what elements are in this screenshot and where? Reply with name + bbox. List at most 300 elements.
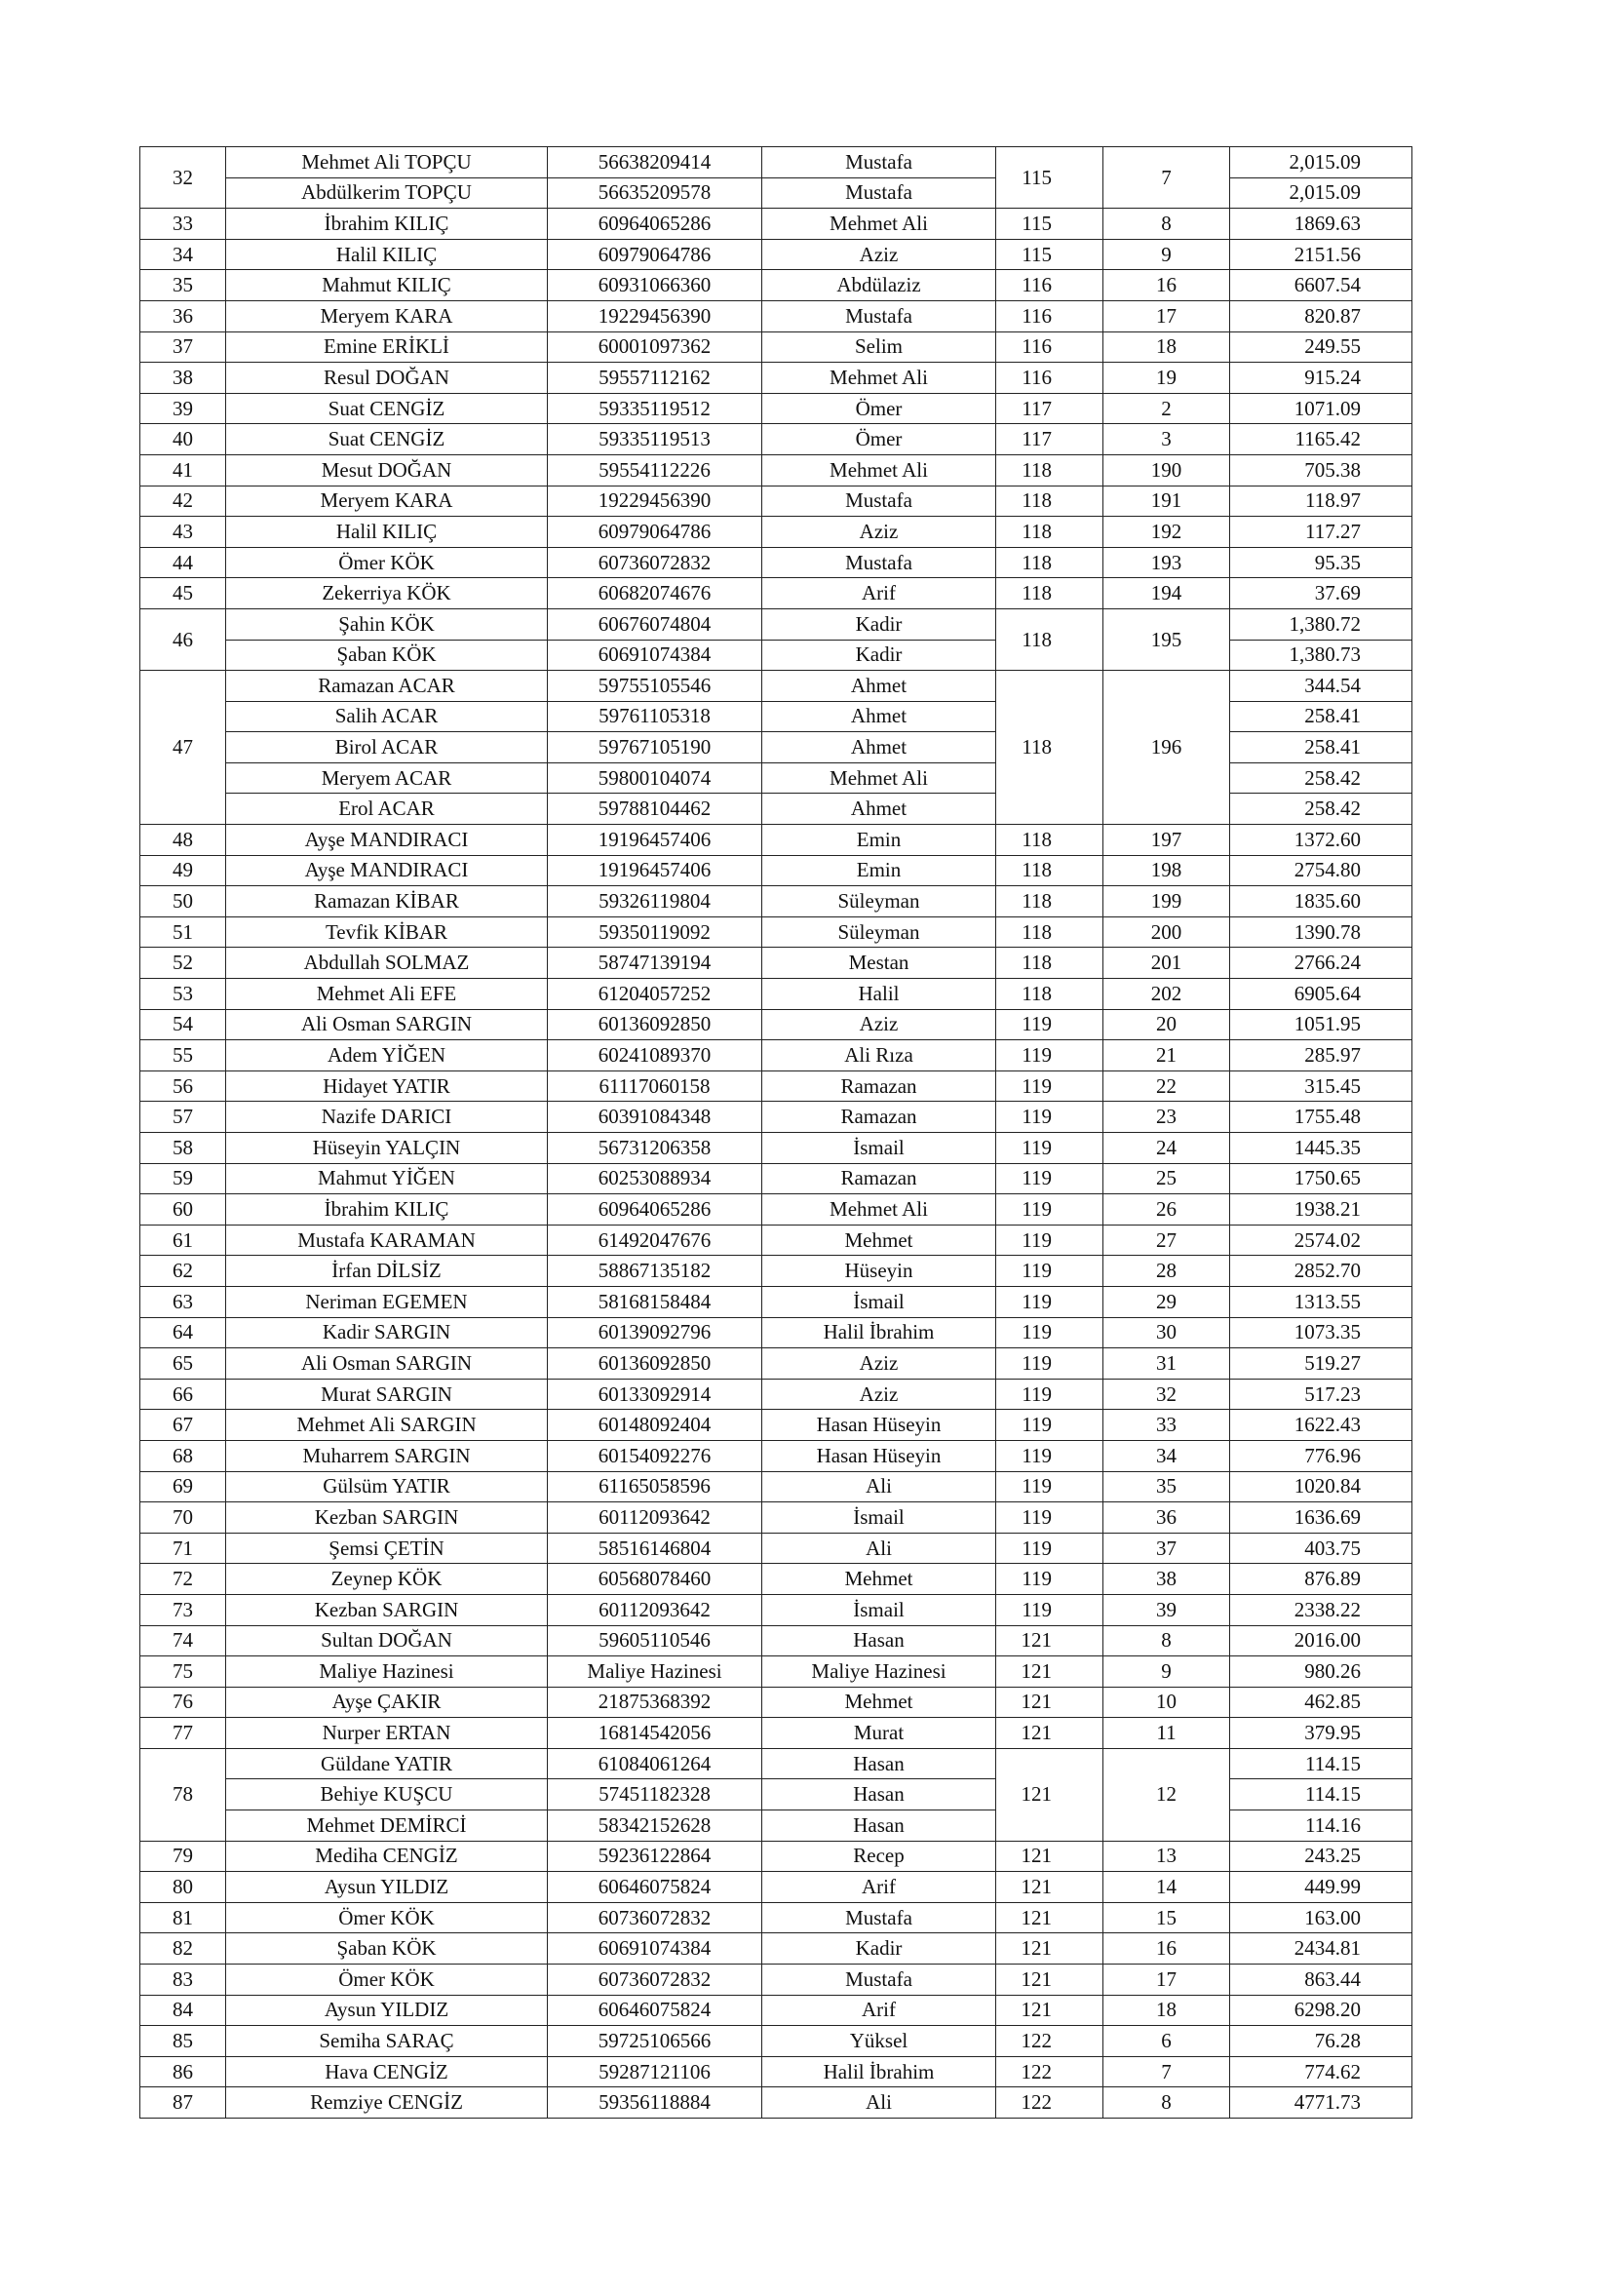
ada-number: 119 [996, 1286, 1103, 1317]
table-row [140, 1594, 1412, 1625]
ownership-table [139, 146, 1412, 2119]
row-number: 69 [140, 1471, 226, 1502]
father-name: Ramazan [762, 1102, 996, 1133]
parsel-number: 17 [1103, 1965, 1230, 1996]
ada-number: 119 [996, 1471, 1103, 1502]
ada-number: 119 [996, 1009, 1103, 1040]
owner-id: 60112093642 [548, 1502, 762, 1534]
ada-number: 119 [996, 1225, 1103, 1256]
owner-name: Ramazan ACAR [226, 671, 548, 702]
father-name: Yüksel [762, 2026, 996, 2057]
father-name: Hasan [762, 1779, 996, 1810]
amount-value: 1,380.72 [1230, 608, 1412, 640]
owner-name: Şaban KÖK [226, 640, 548, 671]
parsel-number: 200 [1103, 916, 1230, 948]
father-name: Mehmet Ali [762, 762, 996, 794]
ada-number: 121 [996, 1656, 1103, 1688]
parsel-number: 34 [1103, 1440, 1230, 1471]
owner-id: 19196457406 [548, 855, 762, 886]
owner-id: 59755105546 [548, 671, 762, 702]
parsel-number: 8 [1103, 209, 1230, 240]
amount-value: 2,015.09 [1230, 147, 1412, 178]
table-row [140, 454, 1412, 486]
row-number: 85 [140, 2026, 226, 2057]
table-row [140, 517, 1412, 548]
ada-number: 121 [996, 1625, 1103, 1656]
amount-value: 285.97 [1230, 1040, 1412, 1071]
parsel-number: 19 [1103, 363, 1230, 394]
table-row [140, 2087, 1412, 2119]
owner-id: 60136092850 [548, 1009, 762, 1040]
owner-name: Mesut DOĞAN [226, 454, 548, 486]
owner-name: Remziye CENGİZ [226, 2087, 548, 2119]
table-row [140, 979, 1412, 1010]
table-row [140, 916, 1412, 948]
owner-name: Şemsi ÇETİN [226, 1533, 548, 1564]
row-number: 38 [140, 363, 226, 394]
ada-number: 117 [996, 393, 1103, 424]
father-name: Mustafa [762, 1902, 996, 1933]
amount-value: 114.16 [1230, 1810, 1412, 1842]
table-row [140, 1256, 1412, 1287]
ada-number: 119 [996, 1533, 1103, 1564]
row-number: 63 [140, 1286, 226, 1317]
amount-value: 403.75 [1230, 1533, 1412, 1564]
father-name: Mustafa [762, 547, 996, 578]
owner-name: Kezban SARGIN [226, 1502, 548, 1534]
parsel-number: 198 [1103, 855, 1230, 886]
parsel-number: 24 [1103, 1133, 1230, 1164]
owner-id: 61165058596 [548, 1471, 762, 1502]
row-number: 54 [140, 1009, 226, 1040]
table-row [140, 1502, 1412, 1534]
owner-id: 60568078460 [548, 1564, 762, 1595]
parsel-number: 27 [1103, 1225, 1230, 1256]
table-row [140, 1225, 1412, 1256]
amount-value: 1313.55 [1230, 1286, 1412, 1317]
father-name: Mustafa [762, 147, 996, 178]
owner-id: 60691074384 [548, 640, 762, 671]
table-row [140, 1933, 1412, 1965]
father-name: Ahmet [762, 701, 996, 732]
owner-id: 19196457406 [548, 825, 762, 856]
father-name: Mehmet [762, 1225, 996, 1256]
owner-id: 60979064786 [548, 517, 762, 548]
owner-id: 21875368392 [548, 1687, 762, 1718]
table-row [140, 825, 1412, 856]
row-number: 77 [140, 1718, 226, 1749]
owner-id: 60676074804 [548, 608, 762, 640]
amount-value: 2,015.09 [1230, 177, 1412, 209]
amount-value: 449.99 [1230, 1872, 1412, 1903]
owner-name: Aysun YILDIZ [226, 1872, 548, 1903]
owner-name: Gülsüm YATIR [226, 1471, 548, 1502]
ada-number: 119 [996, 1163, 1103, 1194]
table-row [140, 1718, 1412, 1749]
owner-id: 59761105318 [548, 701, 762, 732]
parsel-number: 16 [1103, 1933, 1230, 1965]
row-number: 36 [140, 300, 226, 331]
owner-name: Erol ACAR [226, 794, 548, 825]
owner-name: Ayşe ÇAKIR [226, 1687, 548, 1718]
table-row [140, 948, 1412, 979]
owner-name: Nurper ERTAN [226, 1718, 548, 1749]
ada-number: 119 [996, 1440, 1103, 1471]
ada-number: 116 [996, 270, 1103, 301]
amount-value: 776.96 [1230, 1440, 1412, 1471]
father-name: Aziz [762, 1379, 996, 1410]
owner-name: Mustafa KARAMAN [226, 1225, 548, 1256]
owner-name: Suat CENGİZ [226, 424, 548, 455]
father-name: Mehmet [762, 1564, 996, 1595]
amount-value: 1869.63 [1230, 209, 1412, 240]
owner-id: 59605110546 [548, 1625, 762, 1656]
ada-number: 121 [996, 1995, 1103, 2026]
ada-number: 118 [996, 578, 1103, 609]
ada-number: 115 [996, 239, 1103, 270]
table-row [140, 1009, 1412, 1040]
father-name: Ali [762, 2087, 996, 2119]
amount-value: 1372.60 [1230, 825, 1412, 856]
parsel-number: 8 [1103, 1625, 1230, 1656]
row-number: 76 [140, 1687, 226, 1718]
father-name: Arif [762, 578, 996, 609]
parsel-number: 193 [1103, 547, 1230, 578]
owner-id: 57451182328 [548, 1779, 762, 1810]
amount-value: 1020.84 [1230, 1471, 1412, 1502]
table-row [140, 1564, 1412, 1595]
amount-value: 1622.43 [1230, 1410, 1412, 1441]
amount-value: 876.89 [1230, 1564, 1412, 1595]
owner-name: Zekerriya KÖK [226, 578, 548, 609]
amount-value: 1835.60 [1230, 886, 1412, 917]
owner-name: Abdülkerim TOPÇU [226, 177, 548, 209]
amount-value: 2852.70 [1230, 1256, 1412, 1287]
owner-id: 59326119804 [548, 886, 762, 917]
parsel-number: 39 [1103, 1594, 1230, 1625]
amount-value: 863.44 [1230, 1965, 1412, 1996]
owner-name: Maliye Hazinesi [226, 1656, 548, 1688]
amount-value: 258.42 [1230, 794, 1412, 825]
row-number: 82 [140, 1933, 226, 1965]
father-name: İsmail [762, 1133, 996, 1164]
owner-id: 59800104074 [548, 762, 762, 794]
owner-id: 59554112226 [548, 454, 762, 486]
table-row [140, 209, 1412, 240]
owner-id: 60736072832 [548, 1965, 762, 1996]
amount-value: 6298.20 [1230, 1995, 1412, 2026]
ada-number: 121 [996, 1748, 1103, 1841]
table-row [140, 331, 1412, 363]
row-number: 80 [140, 1872, 226, 1903]
owner-id: 60736072832 [548, 547, 762, 578]
row-number: 52 [140, 948, 226, 979]
row-number: 62 [140, 1256, 226, 1287]
owner-name: Meryem KARA [226, 486, 548, 517]
father-name: Arif [762, 1872, 996, 1903]
ada-number: 119 [996, 1317, 1103, 1348]
father-name: Aziz [762, 239, 996, 270]
table-row [140, 1625, 1412, 1656]
parsel-number: 191 [1103, 486, 1230, 517]
owner-name: Ayşe MANDIRACI [226, 825, 548, 856]
row-number: 32 [140, 147, 226, 209]
owner-name: İbrahim KILIÇ [226, 1194, 548, 1226]
owner-id: 58747139194 [548, 948, 762, 979]
amount-value: 1071.09 [1230, 393, 1412, 424]
owner-id: 61492047676 [548, 1225, 762, 1256]
amount-value: 117.27 [1230, 517, 1412, 548]
owner-id: 60646075824 [548, 1872, 762, 1903]
row-number: 78 [140, 1748, 226, 1841]
owner-id: 59788104462 [548, 794, 762, 825]
table-row [140, 1102, 1412, 1133]
row-number: 37 [140, 331, 226, 363]
ada-number: 119 [996, 1133, 1103, 1164]
owner-name: Kezban SARGIN [226, 1594, 548, 1625]
father-name: İsmail [762, 1502, 996, 1534]
father-name: Kadir [762, 608, 996, 640]
amount-value: 517.23 [1230, 1379, 1412, 1410]
parsel-number: 3 [1103, 424, 1230, 455]
table-row [140, 1070, 1412, 1102]
father-name: İsmail [762, 1286, 996, 1317]
row-number: 45 [140, 578, 226, 609]
table-row [140, 1040, 1412, 1071]
parsel-number: 196 [1103, 671, 1230, 825]
owner-id: 19229456390 [548, 486, 762, 517]
owner-id: 60241089370 [548, 1040, 762, 1071]
owner-id: 59335119513 [548, 424, 762, 455]
table-row [140, 239, 1412, 270]
ada-number: 122 [996, 2056, 1103, 2087]
ada-number: 121 [996, 1933, 1103, 1965]
row-number: 58 [140, 1133, 226, 1164]
table-row [140, 1410, 1412, 1441]
row-number: 67 [140, 1410, 226, 1441]
row-number: 84 [140, 1995, 226, 2026]
amount-value: 1073.35 [1230, 1317, 1412, 1348]
amount-value: 2434.81 [1230, 1933, 1412, 1965]
amount-value: 2766.24 [1230, 948, 1412, 979]
parsel-number: 30 [1103, 1317, 1230, 1348]
father-name: Mehmet Ali [762, 363, 996, 394]
table-row [140, 855, 1412, 886]
ada-number: 115 [996, 209, 1103, 240]
owner-name: Halil KILIÇ [226, 517, 548, 548]
owner-id: 60001097362 [548, 331, 762, 363]
father-name: Halil İbrahim [762, 1317, 996, 1348]
amount-value: 243.25 [1230, 1841, 1412, 1872]
row-number: 57 [140, 1102, 226, 1133]
parsel-number: 199 [1103, 886, 1230, 917]
owner-name: Neriman EGEMEN [226, 1286, 548, 1317]
owner-id: 61117060158 [548, 1070, 762, 1102]
father-name: Aziz [762, 517, 996, 548]
amount-value: 1390.78 [1230, 916, 1412, 948]
ada-number: 117 [996, 424, 1103, 455]
parsel-number: 20 [1103, 1009, 1230, 1040]
father-name: Ahmet [762, 794, 996, 825]
parsel-number: 197 [1103, 825, 1230, 856]
owner-name: Meryem KARA [226, 300, 548, 331]
table-row [140, 1841, 1412, 1872]
owner-name: Nazife DARICI [226, 1102, 548, 1133]
amount-value: 1755.48 [1230, 1102, 1412, 1133]
ada-number: 118 [996, 825, 1103, 856]
owner-name: Aysun YILDIZ [226, 1995, 548, 2026]
father-name: Halil [762, 979, 996, 1010]
owner-name: Salih ACAR [226, 701, 548, 732]
amount-value: 258.41 [1230, 701, 1412, 732]
owner-name: Adem YİĞEN [226, 1040, 548, 1071]
owner-id: 60391084348 [548, 1102, 762, 1133]
parsel-number: 36 [1103, 1502, 1230, 1534]
parsel-number: 7 [1103, 2056, 1230, 2087]
owner-name: Mahmut YİĞEN [226, 1163, 548, 1194]
parsel-number: 25 [1103, 1163, 1230, 1194]
father-name: Maliye Hazinesi [762, 1656, 996, 1688]
father-name: Ahmet [762, 732, 996, 763]
row-number: 71 [140, 1533, 226, 1564]
row-number: 56 [140, 1070, 226, 1102]
table-row [140, 486, 1412, 517]
ada-number: 121 [996, 1841, 1103, 1872]
parsel-number: 33 [1103, 1410, 1230, 1441]
amount-value: 980.26 [1230, 1656, 1412, 1688]
father-name: Hasan [762, 1625, 996, 1656]
row-number: 41 [140, 454, 226, 486]
amount-value: 1051.95 [1230, 1009, 1412, 1040]
owner-name: Murat SARGIN [226, 1379, 548, 1410]
owner-name: İbrahim KILIÇ [226, 209, 548, 240]
ada-number: 118 [996, 517, 1103, 548]
parsel-number: 18 [1103, 331, 1230, 363]
amount-value: 1750.65 [1230, 1163, 1412, 1194]
owner-id: 58168158484 [548, 1286, 762, 1317]
father-name: Arif [762, 1995, 996, 2026]
row-number: 64 [140, 1317, 226, 1348]
ada-number: 118 [996, 547, 1103, 578]
amount-value: 2151.56 [1230, 239, 1412, 270]
ada-number: 121 [996, 1872, 1103, 1903]
ada-number: 118 [996, 886, 1103, 917]
table-row [140, 1748, 1412, 1779]
owner-name: Ali Osman SARGIN [226, 1009, 548, 1040]
owner-id: 59557112162 [548, 363, 762, 394]
parsel-number: 190 [1103, 454, 1230, 486]
table-row [140, 671, 1412, 702]
owner-id: 58516146804 [548, 1533, 762, 1564]
ada-number: 118 [996, 948, 1103, 979]
table-row [140, 1348, 1412, 1380]
ada-number: 115 [996, 147, 1103, 209]
row-number: 74 [140, 1625, 226, 1656]
father-name: Selim [762, 331, 996, 363]
parsel-number: 21 [1103, 1040, 1230, 1071]
row-number: 61 [140, 1225, 226, 1256]
father-name: Mehmet Ali [762, 209, 996, 240]
ada-number: 119 [996, 1194, 1103, 1226]
row-number: 73 [140, 1594, 226, 1625]
ada-number: 119 [996, 1040, 1103, 1071]
amount-value: 95.35 [1230, 547, 1412, 578]
parsel-number: 38 [1103, 1564, 1230, 1595]
father-name: Ali Rıza [762, 1040, 996, 1071]
table-body [140, 147, 1412, 2119]
parsel-number: 26 [1103, 1194, 1230, 1226]
owner-name: Kadir SARGIN [226, 1317, 548, 1348]
ada-number: 118 [996, 671, 1103, 825]
ada-number: 119 [996, 1102, 1103, 1133]
father-name: Halil İbrahim [762, 2056, 996, 2087]
father-name: Mehmet Ali [762, 1194, 996, 1226]
ada-number: 121 [996, 1965, 1103, 1996]
owner-id: 60253088934 [548, 1163, 762, 1194]
amount-value: 519.27 [1230, 1348, 1412, 1380]
owner-id: 60112093642 [548, 1594, 762, 1625]
row-number: 35 [140, 270, 226, 301]
owner-name: Mehmet Ali EFE [226, 979, 548, 1010]
owner-id: 58342152628 [548, 1810, 762, 1842]
owner-name: Muharrem SARGIN [226, 1440, 548, 1471]
ada-number: 118 [996, 979, 1103, 1010]
owner-id: 61204057252 [548, 979, 762, 1010]
table-row [140, 608, 1412, 640]
amount-value: 6607.54 [1230, 270, 1412, 301]
ada-number: 116 [996, 363, 1103, 394]
owner-name: Mehmet DEMİRCİ [226, 1810, 548, 1842]
parsel-number: 18 [1103, 1995, 1230, 2026]
owner-id: 60931066360 [548, 270, 762, 301]
father-name: Ömer [762, 393, 996, 424]
father-name: Recep [762, 1841, 996, 1872]
ada-number: 118 [996, 486, 1103, 517]
amount-value: 1445.35 [1230, 1133, 1412, 1164]
ada-number: 119 [996, 1256, 1103, 1287]
row-number: 59 [140, 1163, 226, 1194]
owner-name: Behiye KUŞCU [226, 1779, 548, 1810]
owner-name: İrfan DİLSİZ [226, 1256, 548, 1287]
row-number: 81 [140, 1902, 226, 1933]
parsel-number: 2 [1103, 393, 1230, 424]
owner-id: 60736072832 [548, 1902, 762, 1933]
owner-name: Mediha CENGİZ [226, 1841, 548, 1872]
father-name: Mustafa [762, 1965, 996, 1996]
parsel-number: 14 [1103, 1872, 1230, 1903]
owner-id: 60964065286 [548, 1194, 762, 1226]
father-name: Ramazan [762, 1070, 996, 1102]
row-number: 68 [140, 1440, 226, 1471]
parsel-number: 29 [1103, 1286, 1230, 1317]
owner-id: 60682074676 [548, 578, 762, 609]
parsel-number: 194 [1103, 578, 1230, 609]
father-name: Mustafa [762, 486, 996, 517]
owner-name: Resul DOĞAN [226, 363, 548, 394]
owner-id: 61084061264 [548, 1748, 762, 1779]
row-number: 65 [140, 1348, 226, 1380]
table-row [140, 1163, 1412, 1194]
ada-number: 122 [996, 2026, 1103, 2057]
amount-value: 1938.21 [1230, 1194, 1412, 1226]
owner-id: 56635209578 [548, 177, 762, 209]
owner-id: 56638209414 [548, 147, 762, 178]
owner-id: 60691074384 [548, 1933, 762, 1965]
table-row [140, 1995, 1412, 2026]
row-number: 34 [140, 239, 226, 270]
father-name: Emin [762, 855, 996, 886]
owner-id: 59335119512 [548, 393, 762, 424]
